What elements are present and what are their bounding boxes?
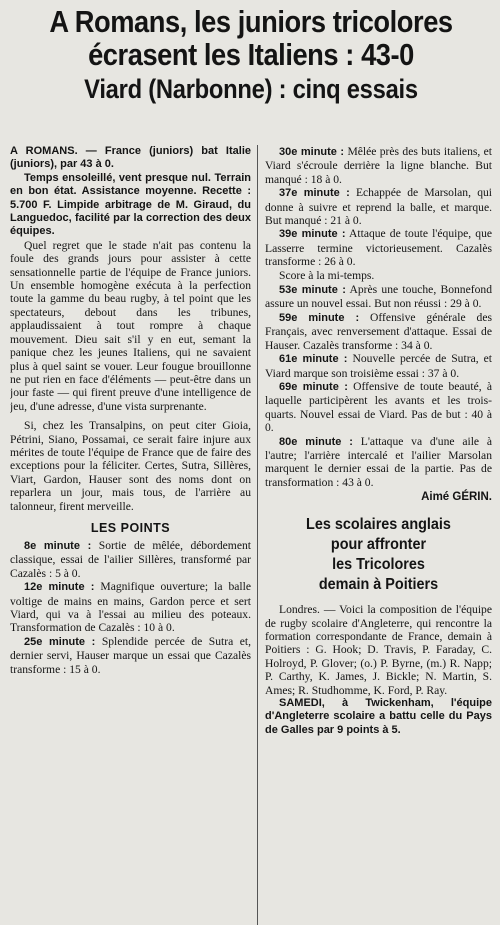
- body-paragraph-2: Si, chez les Transalpins, on peut citer Gioia, Pétrini, Siano, Possamai, ce serait faire injure aux mérites de toute l'équipe de France que de faire des exceptions pour la féliciter. Certes, Sutra, Sillères, Viart, Gardon, Hauser sont des noms dont on reparlera un jour, mais tous, de l'arrière au talonneur, firent merveille.: [10, 419, 251, 513]
- second-article-headline: Les scolaires anglais pour affronter les Tricolores demain à Poitiers: [306, 516, 451, 594]
- right-column: [258, 145, 492, 925]
- headline-line-1: A Romans, les juniors tricolores: [49, 4, 453, 39]
- point-entry: 25e minute : Splendide percée de Sutra et, dernier servi, Hauser marque un essai que Cazalès transforme : 15 à 0.: [10, 634, 251, 676]
- point-entry: 12e minute : Magnifique ouverture; la balle voltige de mains en mains, Gardon perce et sert Viard, qui va à l'essai au milieu des poteaux. Transformation de Cazalès : 10 à 0.: [10, 580, 252, 635]
- second-article-final: SAMEDI, à Twickenham, l'équipe d'Angleterre scolaire a battu celle du Pays de Galles par 9 points à 5.: [265, 697, 492, 736]
- point-entry: 8e minute : Sortie de mêlée, débordement classique, essai de l'ailier Sillères, transformé par Cazalès : 5 à 0.: [10, 538, 251, 580]
- point-entry: 39e minute : Attaque de toute l'équipe, que Lasserre termine victorieusement. Cazalès transforme : 26 à 0.: [265, 227, 492, 269]
- point-entry: 53e minute : Après une touche, Bonnefond assure un nouvel essai. But non réussi : 29 à 0.: [265, 283, 492, 311]
- body-paragraph-1: Quel regret que le stade n'ait pas contenu la foule des grands jours pour assister à cette sensationnelle partie de l'équipe de France juniors. Un ensemble homogène exécuta à la perfection toute la gamme du beau rugby, à tel point que les spectateurs, debout dans les tribunes, applaudissaient à tout rompre à chaque mouvement. Dieu sait s'il y en eut, semant la panique chez les jeunes Italiens, qui ne savaient plus à quel saint se vouer. Leur fougue brouillonne ne put rien en face d'éléments — peut-être dans un jour faste — qui firent preuve d'une intelligence de jeu, d'une adresse, d'une vista surprenante.: [10, 238, 251, 413]
- headline-line-2: écrasent les Italiens : 43-0: [88, 36, 414, 72]
- article-columns: [10, 145, 492, 925]
- points-section-title: LES POINTS: [90, 520, 171, 535]
- second-article-body: Londres. — Voici la composition de l'équipe de rugby scolaire d'Angleterre, qui rencontre la formation correspondante de France, demain à Poitiers : G. Hook; D. Travis, P. Faraday, C. Holroyd, P. Glover; (o.) P. Byrne, (m.) R. Napp; P. Carthy, K. James, J. Bickle; N. Martin, S. Ames; R. Studhomme, K. Ford, P. Ray.: [265, 603, 492, 697]
- match-conditions: Temps ensoleillé, vent presque nul. Terrain en bon état. Assistance moyenne. Recette : 5.700 F. Limpide arbitrage de M. Giraud, du Languedoc, facilité par la correction des deux équipes.: [10, 171, 251, 238]
- point-entry: 61e minute : Nouvelle percée de Sutra, et Viard marque son troisième essai : 37 à 0.: [265, 352, 492, 380]
- lead-paragraph: A ROMANS. — France (juniors) bat Italie (juniors), par 43 à 0.: [10, 145, 251, 171]
- halftime-note: Score à la mi-temps.: [279, 268, 375, 282]
- author-signature: Aimé GÉRIN.: [421, 491, 492, 504]
- point-entry: 59e minute : Offensive générale des Français, avec renversement d'attaque. Essai de Hauser. Cazalès transforme : 34 à 0.: [265, 310, 492, 352]
- point-entry: 30e minute : Mêlée près des buts italiens, et Viard s'écroule derrière la ligne blanche. But manqué : 18 à 0.: [265, 145, 492, 186]
- point-entry: 69e minute : Offensive de toute beauté, à laquelle participèrent les avants et les trois-quarts. Nouvel essai de Viard. Pas de but : 40 à 0.: [265, 379, 492, 435]
- headline-block: [39, 6, 463, 103]
- subheadline: Viard (Narbonne) : cinq essais: [84, 74, 418, 105]
- left-column: [10, 145, 258, 925]
- point-entry: 37e minute : Echappée de Marsolan, qui donne à suivre et reprend la balle, et marque. But manqué : 21 à 0.: [265, 186, 492, 228]
- point-entry: 80e minute : L'attaque va d'une aile à l'autre; l'arrière intercalé et l'ailier Marsolan marquent le dernier essai de la partie. Pas de transformation : 43 à 0.: [265, 434, 492, 489]
